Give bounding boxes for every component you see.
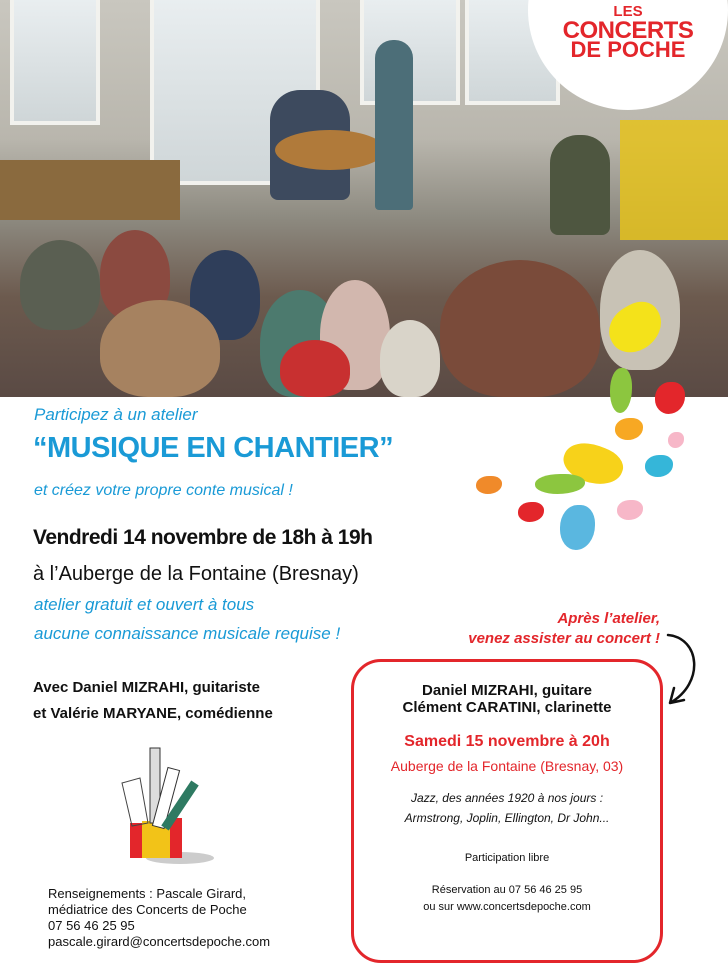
- workshop-title: “MUSIQUE EN CHANTIER”: [33, 432, 394, 464]
- workshop-artist-1: Avec Daniel MIZRAHI, guitariste: [33, 679, 260, 696]
- music-box-illustration: [110, 738, 215, 868]
- workshop-intro: Participez à un atelier: [34, 405, 198, 424]
- concert-booking-phone: Réservation au 07 56 46 25 95: [431, 884, 583, 896]
- logo-line-1: LES: [613, 3, 643, 20]
- concert-artist-2: Clément CARATINI, clarinette: [402, 699, 612, 716]
- concert-artist-1: Daniel MIZRAHI, guitare: [421, 682, 593, 699]
- concert-callout: [468, 609, 660, 649]
- contact-info: [48, 886, 270, 950]
- contact-role: médiatrice des Concerts de Poche: [48, 902, 247, 917]
- concert-booking-web[interactable]: ou sur www.concertsdepoche.com: [423, 901, 591, 913]
- concert-info-box: [351, 659, 663, 963]
- concert-program-1: Jazz, des années 1920 à nos jours :: [410, 791, 604, 805]
- curved-arrow-icon: [660, 628, 710, 713]
- logo-line-2: CONCERTS: [562, 17, 694, 44]
- logo-line-3: DE POCHE: [570, 37, 686, 62]
- workshop-artist-2: et Valérie MARYANE, comédienne: [33, 705, 273, 722]
- callout-line-1: Après l’atelier,: [557, 610, 660, 627]
- workshop-note-level: aucune connaissance musicale requise !: [34, 624, 341, 643]
- workshop-date: Vendredi 14 novembre de 18h à 19h: [33, 526, 373, 549]
- contact-phone: 07 56 46 25 95: [48, 918, 135, 933]
- workshop-note-free: atelier gratuit et ouvert à tous: [34, 595, 255, 614]
- concert-program-2: Armstrong, Joplin, Ellington, Dr John...: [404, 811, 610, 825]
- callout-line-2: venez assister au concert !: [468, 630, 660, 647]
- concert-price: Participation libre: [464, 852, 550, 864]
- workshop-venue: à l’Auberge de la Fontaine (Bresnay): [33, 563, 359, 585]
- concert-venue: Auberge de la Fontaine (Bresnay, 03): [390, 758, 624, 774]
- contact-email[interactable]: pascale.girard@concertsdepoche.com: [48, 934, 271, 949]
- workshop-subtitle: et créez votre propre conte musical !: [34, 482, 293, 499]
- contact-name: Renseignements : Pascale Girard,: [48, 886, 246, 901]
- concert-date: Samedi 15 novembre à 20h: [404, 733, 610, 750]
